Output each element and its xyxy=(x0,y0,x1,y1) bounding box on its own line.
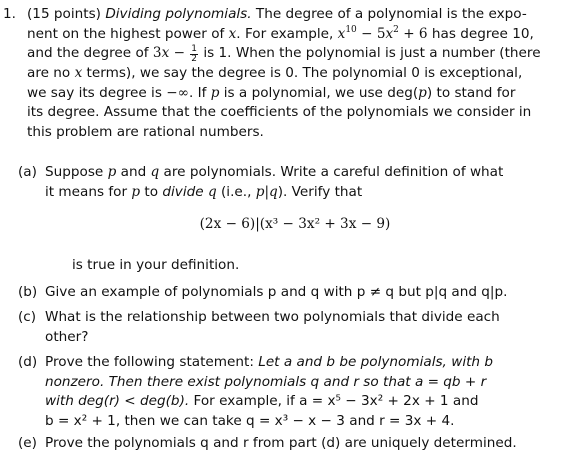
part-c-label: (c) xyxy=(18,309,37,325)
intro-line-4: are no x terms), we say the degree is 0. The polynomial 0 is exceptional, xyxy=(27,65,523,81)
part-b-label: (b) xyxy=(18,284,38,300)
part-a-after: is true in your definition. xyxy=(72,257,240,273)
problem-body xyxy=(27,5,555,142)
intro-line-6: its degree. Assume that the coefficients of the polynomials we consider in xyxy=(27,104,532,120)
intro-line-5: we say its degree is −∞. If p is a polynomial, we use deg(p) to stand for xyxy=(27,84,516,101)
problem-title: Dividing polynomials. xyxy=(105,6,252,22)
problem-number: 1. xyxy=(3,6,16,22)
part-a-label: (a) xyxy=(18,164,37,180)
intro-line-3: and the degree of 3x − $\frac{1}{2}$ is 1. When the polynomial is just a number (there xyxy=(27,44,541,64)
part-e-label: (e) xyxy=(18,435,37,451)
intro-line-7: this problem are rational numbers. xyxy=(27,123,264,140)
part-a-display-math: (2x − 6)|(x³ − 3x² + 3x − 9) xyxy=(199,216,391,232)
part-d-label: (d) xyxy=(18,354,38,370)
intro-line-2: nent on the highest power of x. For example, $x^{10} - 5x^2 + 6$ has degree 10, xyxy=(27,24,534,42)
part-b-text: Give an example of polynomials p and q with p ≠ q but p|q and q|p. xyxy=(45,284,508,300)
intro-line-1: (15 points) Dividing polynomials. The degree of a polynomial is the expo- xyxy=(27,6,527,22)
part-e-text: Prove the polynomials q and r from part (d) are uniquely determined. xyxy=(45,435,517,451)
